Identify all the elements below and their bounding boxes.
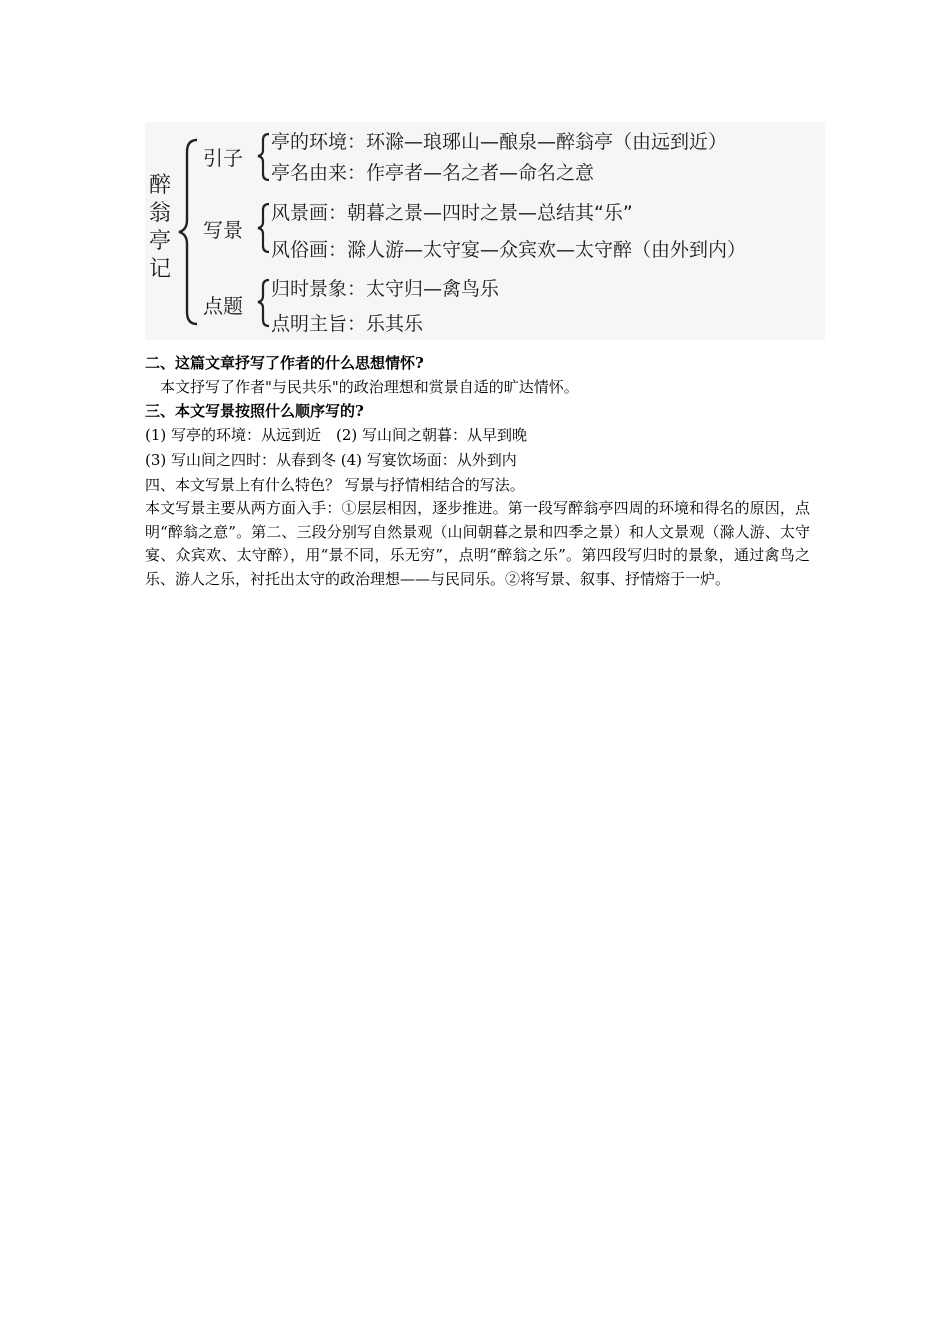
outline-line: 风景画：朝暮之景—四时之景—总结其“乐” (271, 202, 633, 224)
question-heading: 三、本文写景按照什么顺序写的? (145, 402, 364, 420)
question-heading: 二、这篇文章抒写了作者的什么思想情怀? (145, 354, 424, 372)
outline-diagram (145, 122, 825, 340)
outline-braces (145, 122, 825, 340)
title-char: 醉 (149, 173, 172, 198)
answer-text: (3) 写山间之四时：从春到冬 (4) 写宴饮场面：从外到内 (145, 451, 517, 469)
answer-paragraph: 本文写景主要从两方面入手：①层层相因，逐步推进。第一段写醉翁亭四周的环境和得名的原因，点明“醉翁之意”。第二、三段分别写自然景观（山间朝暮之景和四季之景）和人文景观（滁人游、太守宴、众宾欢、太守醉），用“景不同，乐无穷”，点明“醉翁之乐”。第四段写归时的景象，通过禽鸟之乐、游人之乐，衬托出太守的政治理想——与民同乐。②将写景、叙事、抒情熔于一炉。 (145, 499, 810, 589)
brace-group-2 (258, 204, 269, 252)
group-label: 写景 (203, 218, 243, 242)
outline-line: 风俗画：滁人游—太守宴—众宾欢—太守醉（由外到内） (271, 239, 747, 261)
question-heading: 四、本文写景上有什么特色？ 写景与抒情相结合的写法。 (145, 476, 525, 494)
brace-group-3 (258, 280, 269, 326)
answer-text: (1) 写亭的环境：从远到近 (2) 写山间之朝暮：从早到晚 (145, 426, 528, 444)
outline-line: 亭的环境：环滁—琅琊山—酿泉—醉翁亭（由远到近） (271, 131, 728, 153)
main-brace (179, 140, 197, 324)
outline-line: 归时景象：太守归—禽鸟乐 (271, 278, 500, 300)
outline-line: 亭名由来：作亭者—名之者—命名之意 (271, 162, 595, 184)
group-label: 点题 (203, 294, 243, 318)
brace-group-1 (258, 134, 269, 180)
group-label: 引子 (203, 146, 243, 170)
title-char: 亭 (149, 229, 172, 254)
outline-line: 点明主旨：乐其乐 (271, 313, 424, 335)
answer-text: 本文抒写了作者"与民共乐"的政治理想和赏景自适的旷达情怀。 (160, 378, 579, 396)
title-char: 记 (149, 257, 172, 282)
title-char: 翁 (149, 201, 172, 226)
